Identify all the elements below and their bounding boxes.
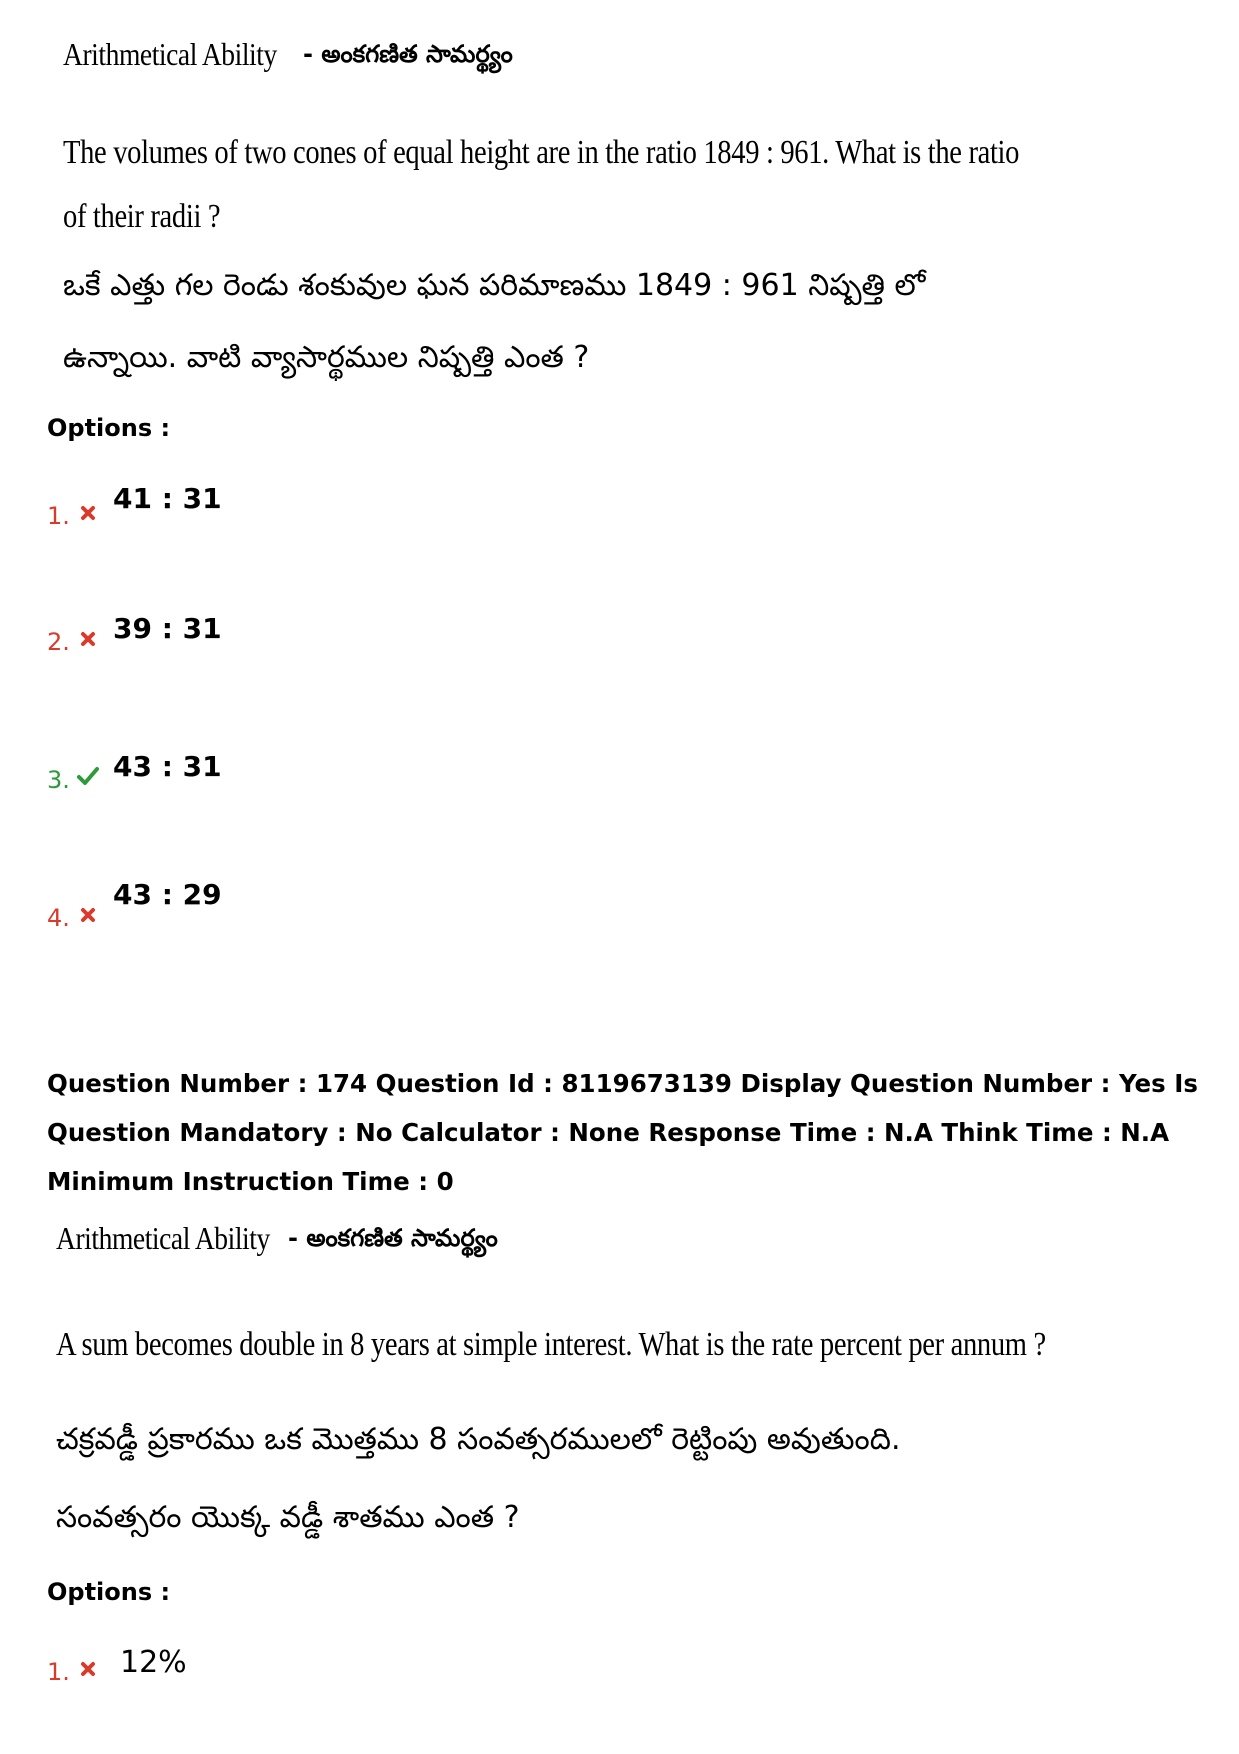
- option-value: 41 : 31: [113, 482, 222, 515]
- option-value: 39 : 31: [113, 612, 222, 645]
- option-number: 3.: [47, 766, 70, 794]
- option-number: 4.: [47, 904, 70, 932]
- topic-title-en: Arithmetical Ability: [56, 1220, 270, 1256]
- question-text-te-line2: ఉన్నాయి. వాటి వ్యాసార్థముల నిష్పత్తి ఎంత ?: [63, 340, 590, 375]
- question-text-en-line1: A sum becomes double in 8 years at simple interest. What is the rate percent per annum ?: [56, 1326, 1046, 1363]
- cross-icon: [79, 504, 97, 522]
- question-meta: Question Number : 174 Question Id : 8119673139 Display Question Number : Yes Is Question Mandatory : No Calculator : None Response Time : N.A Think Time : N.A Minimum Instruction Time : 0: [47, 1069, 1198, 1196]
- option-value: 43 : 29: [113, 878, 222, 911]
- question-text-en-line2: of their radii ?: [63, 198, 221, 235]
- options-label: Options :: [47, 1578, 171, 1606]
- question-text-te-line1: ఒకే ఎత్తు గల రెండు శంకువుల ఘన పరిమాణము 1849 : 961 నిష్పత్తి లో: [63, 268, 926, 303]
- check-icon: [77, 766, 99, 786]
- option-value: 43 : 31: [113, 750, 222, 783]
- option-number: 1.: [47, 502, 70, 530]
- question-text-te-line2: సంవత్సరం యొక్క వడ్డీ శాతము ఎంత ?: [56, 1500, 520, 1535]
- question-text-en-line1: The volumes of two cones of equal height are in the ratio 1849 : 961. What is the ratio: [63, 134, 1020, 171]
- topic-title-te: - అంకగణిత సామర్థ్యం: [288, 1224, 498, 1252]
- cross-icon: [79, 1660, 97, 1678]
- topic-title-te: - అంకగణిత సామర్థ్యం: [303, 40, 513, 68]
- option-value: 12%: [120, 1645, 187, 1680]
- options-label: Options :: [47, 414, 171, 442]
- topic-title-en: Arithmetical Ability: [63, 36, 277, 72]
- question-text-te-line1: చక్రవడ్డీ ప్రకారము ఒక మొత్తము 8 సంవత్సరములలో రెట్టింపు అవుతుంది.: [56, 1422, 901, 1457]
- option-number: 2.: [47, 628, 70, 656]
- cross-icon: [79, 630, 97, 648]
- cross-icon: [79, 906, 97, 924]
- option-number: 1.: [47, 1658, 70, 1686]
